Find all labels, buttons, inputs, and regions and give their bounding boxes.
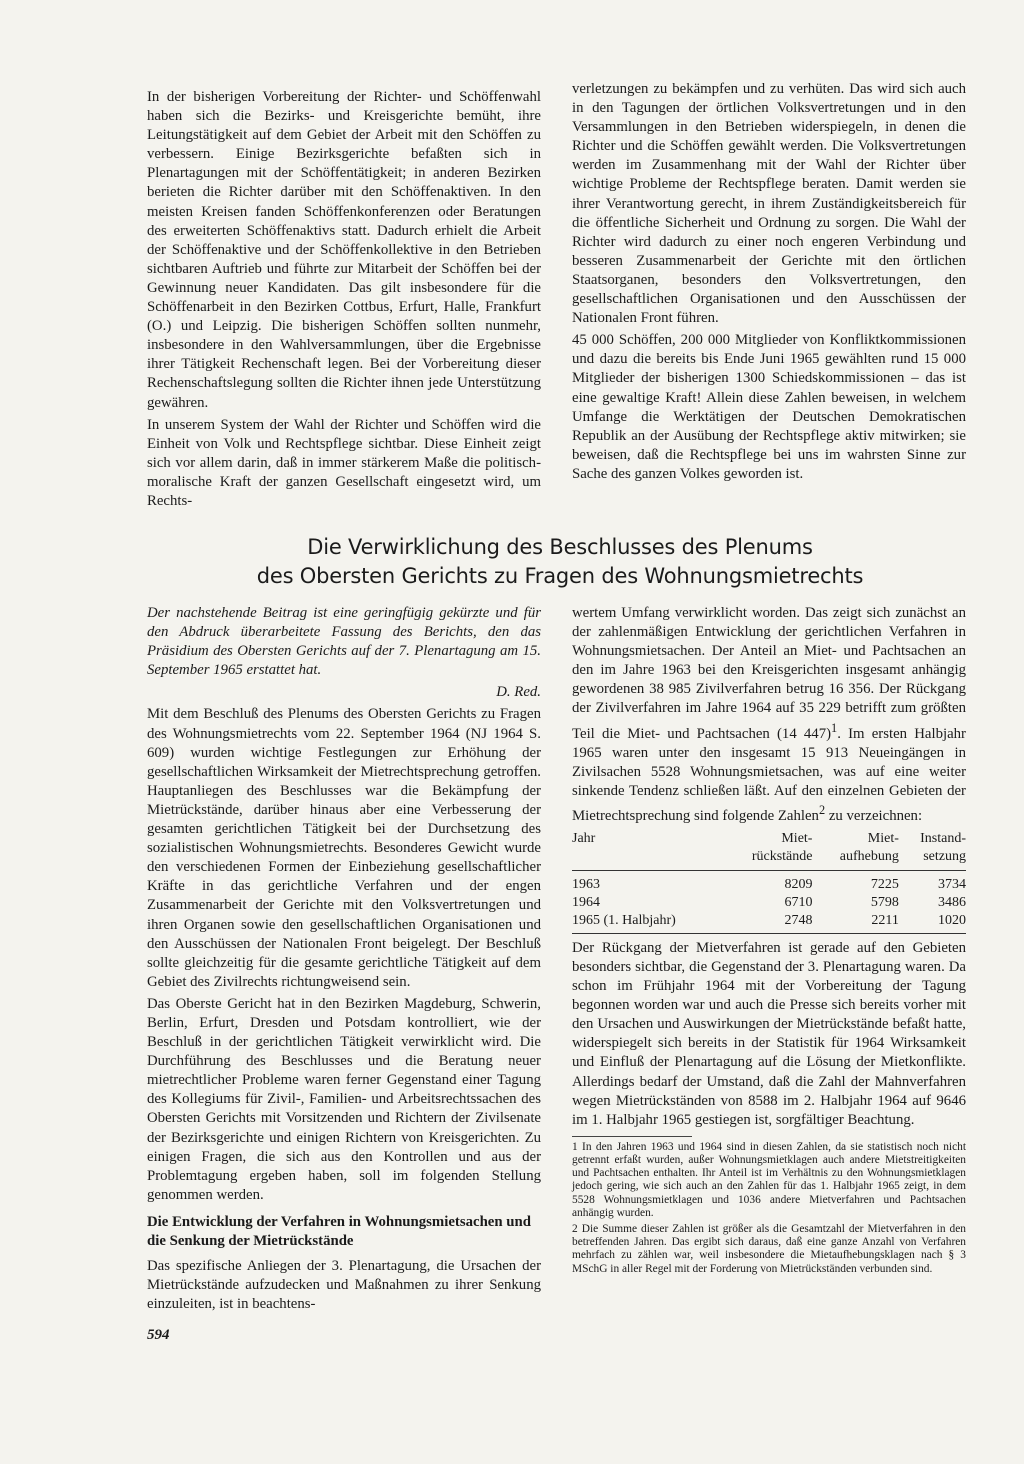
header-repairs: Instand- setzung — [899, 830, 966, 871]
article-left-column — [147, 604, 541, 1317]
article-title-line-2: des Obersten Gerichts zu Fragen des Wohnungsmietrechts — [256, 564, 864, 588]
paragraph: In unserem System der Wahl der Richter und Schöffen wird die Einheit von Volk und Rechtspflege sichtbar. Diese Einheit zeigt sich vor allem darin, daß in immer stärkerem Maße die politisch-moralische Kraft der ganzen Gesellschaft eingesetzt wird, um Rechts- — [147, 416, 541, 509]
paragraph-text: . Im ersten Halbjahr 1965 waren unter den insgesamt 15 913 Neueingängen in Zivilsachen 5528 Wohnungsmietsachen, was auf eine weiter sinkende Tendenz schließen läßt. Auf den einzelnen Gebieten der Mietrechtsprechung sind folgende Zahlen — [572, 725, 966, 824]
paragraph: In der bisherigen Vorbereitung der Richter- und Schöffenwahl haben sich die Bezirks- und Kreisgerichte bemüht, ihre Leitungstätigkeit auf dem Gebiet der Arbeit mit den Schöffen zu verbessern. Einige Bezirksgerichte befaßten sich in Plenartagungen mit der Schöffentätigkeit; in anderen Bezirken berieten die Richter darüber mit den Schöffenaktiven. In den meisten Kreisen fanden Schöffenkonferenzen oder Beratungen des erweiterten Schöffenaktivs statt. Dadurch erhielt die Arbeit der Schöffenaktive und der Schöffenkollektive in den Betrieben sichtbaren Auftrieb und führte zur Mitarbeit der Schöffen bei der Gewinnung neuer Kandidaten. Das gilt insbesondere für die Schöffenarbeit in den Bezirken Cottbus, Erfurt, Halle, Frankfurt (O.) und Leipzig. Die bisherigen Schöffen sollten nunmehr, insbesondere in den Wahlversammlungen, über die Ergebnisse ihrer Tätigkeit Rechenschaft legen. Bei der Vorbereitung dieser Rechenschaftslegung sollten die Richter ihnen jede Unterstützung gewähren. — [147, 89, 541, 411]
table-header-row — [572, 830, 966, 871]
page-number: 594 — [147, 1327, 170, 1343]
table-cell: 1964 — [572, 894, 600, 910]
table-cell: 7225 — [870, 876, 899, 892]
article-right-column — [572, 604, 966, 1279]
table-cell: 8209 — [784, 876, 813, 892]
paragraph: 45 000 Schöffen, 200 000 Mitglieder von Konfliktkommissionen und dazu die bereits bis Ende Juni 1965 gewählten rund 15 000 Mitglieder der bisherigen 1300 Schiedskommissionen – das ist eine gewaltige Kraft! Allein diese Zahlen beweisen, in welchem Umfange die Werktätigen der Deutschen Demokratischen Republik an der Ausübung der Rechtspflege aktiv mitwirken; sie beweisen, daß die Rechtspflege bei uns im wahrsten Sinne zur Sache des ganzen Volkes geworden ist. — [572, 332, 966, 482]
header-rent-termination: Miet- aufhebung — [812, 830, 898, 871]
section-subheading: Die Entwicklung der Verfahren in Wohnungsmietsachen und die Senkung der Mietrückstände — [147, 1213, 531, 1249]
paragraph-text: wertem Umfang verwirklicht worden. Das zeigt sich zunächst an der zahlenmäßigen Entwicklung der gerichtlichen Verfahren in Wohnungsmietsachen. Der Anteil an Miet- und Pachtsachen an den im Jahre 1963 bei den Kreisgerichten insgesamt anhängig gewordenen 38 985 Zivilverfahren betrug 16 356. Der Rückgang der Zivilverfahren im Jahre 1964 auf 35 229 betrifft zum größten Teil die Miet- und Pachtsachen (14 447) — [572, 605, 966, 742]
editorial-intro: Der nachstehende Beitrag ist eine geringfügig gekürzte und für den Abdruck überarbeitete Fassung des Berichts, den das Präsidium des Obersten Gerichts auf der 7. Plenartagung am 15. September 1965 erstattet hat. — [147, 605, 541, 679]
table-cell: 6710 — [784, 894, 813, 910]
footnote-mark: 2 — [818, 802, 826, 817]
article-title — [150, 533, 970, 591]
footnote-1: 1 In den Jahren 1963 und 1964 sind in diesen Zahlen, da sie statistisch noch nicht getrennt erfaßt wurden, außer Wohnungsmietklagen auch andere Mietstreitigkeiten und Pachtsachen enthalten. Ihr Anteil ist im Verhältnis zu den Wohnungsmietklagen jedoch gering, wie sich auch an den Zahlen für das 1. Halbjahr 1965 zeigt, in dem 5528 Wohnungsmietklagen und 1036 andere Mietverfahren und Pachtsachen anhängig wurden. — [572, 1140, 966, 1219]
footnote-divider — [572, 1136, 692, 1137]
top-right-column — [572, 80, 966, 487]
table-cell: 2211 — [812, 912, 898, 934]
paragraph-text: zu verzeichnen: — [825, 807, 923, 824]
footnote-2: 2 Die Summe dieser Zahlen ist größer als die Gesamtzahl der Mietverfahren in den betreffenden Jahren. Das ergibt sich daraus, daß eine ganze Anzahl von Verfahren mehrfach zu zählen war, weil insbesondere die Mietaufhebungsklagen nach § 3 MSchG in aller Regel mit der Forderung von Mietrückständen verbunden sind. — [572, 1223, 966, 1275]
paragraph: Mit dem Beschluß des Plenums des Obersten Gerichts zu Fragen des Wohnungsmietrechts vom 22. September 1964 (NJ 1964 S. 609) wurden wichtige Festlegungen zur Erhöhung der gesellschaftlichen Wirksamkeit der Mietrechtsprechung getroffen. Hauptanliegen des Beschlusses war die Bekämpfung der Mietrückstände, darüber hinaus aber eine Verbesserung der gesamten gerichtlichen Tätigkeit bei der Durchsetzung des sozialistischen Wohnungsmietrechts. Besonderes Gewicht wurde den verschiedenen Formen der Einbeziehung gesellschaftlicher Kräfte in das gerichtliche Verfahren und der engen Zusammenarbeit der Gerichte mit den Volksvertretungen und ihren Organen sowie den gesellschaftlichen Organisationen und den Ausschüssen der Nationalen Front beigelegt. Der Beschluß sollte gleichzeitig für die gesamte gerichtliche Tätigkeit auf dem Gebiet des Zivilrechts richtungweisend sein. — [147, 706, 541, 990]
table-cell: 3486 — [938, 894, 966, 910]
table-cell: 1963 — [572, 876, 600, 892]
paragraph: Der Rückgang der Mietverfahren ist gerade auf den Gebieten besonders sichtbar, die Gegenstand der 3. Plenartagung waren. Da schon im Frühjahr 1964 mit der Vorbereitung der Tagung begonnen worden war und auch die Presse sich bereits vorher mit den Ursachen und Auswirkungen der Mietrückstände befaßt hatte, widerspiegelt sich bereits in der Statistik für 1964 Wirksamkeit und Einfluß der Plenartagung auf die Lösung der Mietkonflikte. Allerdings bedarf der Umstand, daß die Zahl der Mahnverfahren wegen Mietrückständen von 8588 im 2. Halbjahr 1964 auf 9646 im 1. Halbjahr 1965 gestiegen ist, sorgfältiger Beachtung. — [572, 939, 966, 1128]
editorial-signature: D. Red. — [496, 684, 541, 701]
table-cell: 1020 — [899, 912, 966, 934]
table-row — [572, 912, 966, 934]
rent-statistics-table — [572, 830, 966, 934]
paragraph: Das Oberste Gericht hat in den Bezirken Magdeburg, Schwerin, Berlin, Erfurt, Dresden und Potsdam kontrolliert, wie der Beschluß in der gerichtlichen Tätigkeit verwirklicht wird. Die Durchführung des Beschlusses und die Beratung neuer mietrechtlicher Probleme waren ferner Gegenstand einer Tagung des Kollegiums für Zivil-, Familien- und Arbeitsrechtssachen des Obersten Gerichts mit Vorsitzenden und Richtern der Zivilsenate der Bezirksgerichte und einigen Richtern von Kreisgerichten. Zu einigen Fragen, die sich aus den Kontrollen und aus der Problemtagung ergeben haben, soll im folgenden Stellung genommen werden. — [147, 995, 541, 1203]
table-cell: 5798 — [870, 894, 899, 910]
header-rent-arrears: Miet- rückstände — [724, 830, 813, 871]
article-title-line-1: Die Verwirklichung des Beschlusses des Plenums — [307, 535, 813, 559]
table-cell: 2748 — [724, 912, 813, 934]
table-cell: 3734 — [938, 876, 966, 892]
top-left-column — [147, 88, 541, 514]
table-cell: 1965 (1. Halbjahr) — [572, 912, 724, 934]
paragraph — [572, 604, 966, 826]
paragraph: Das spezifische Anliegen der 3. Plenartagung, die Ursachen der Mietrückstände aufzudecken und Maßnahmen zu ihrer Senkung einzuleiten, ist in beachtens- — [147, 1257, 541, 1313]
paragraph: verletzungen zu bekämpfen und zu verhüten. Das wird sich auch in den Tagungen der örtlichen Volksvertretungen und in den Versammlungen in den Betrieben widerspiegeln, in denen die Richter und die Schöffen gewählt werden. Die Volksvertretungen werden im Zusammenhang mit der Wahl der Richter über wichtige Probleme der Rechtspflege beraten. Damit werden sie ihrer Verantwortung gerecht, in ihrem Zuständigkeitsbereich für die öffentliche Sicherheit und Ordnung zu sorgen. Die Wahl der Richter wird dadurch zu einer noch engeren Verbindung und besseren Zusammenarbeit der Gerichte mit den örtlichen Staatsorganen, besonders den Volksvertretungen, den gesellschaftlichen Organisationen und den Ausschüssen der Nationalen Front führen. — [572, 81, 966, 327]
header-year: Jahr — [572, 830, 724, 871]
footnote-mark: 1 — [831, 720, 838, 735]
table-row — [572, 894, 966, 912]
table-row — [572, 870, 966, 894]
